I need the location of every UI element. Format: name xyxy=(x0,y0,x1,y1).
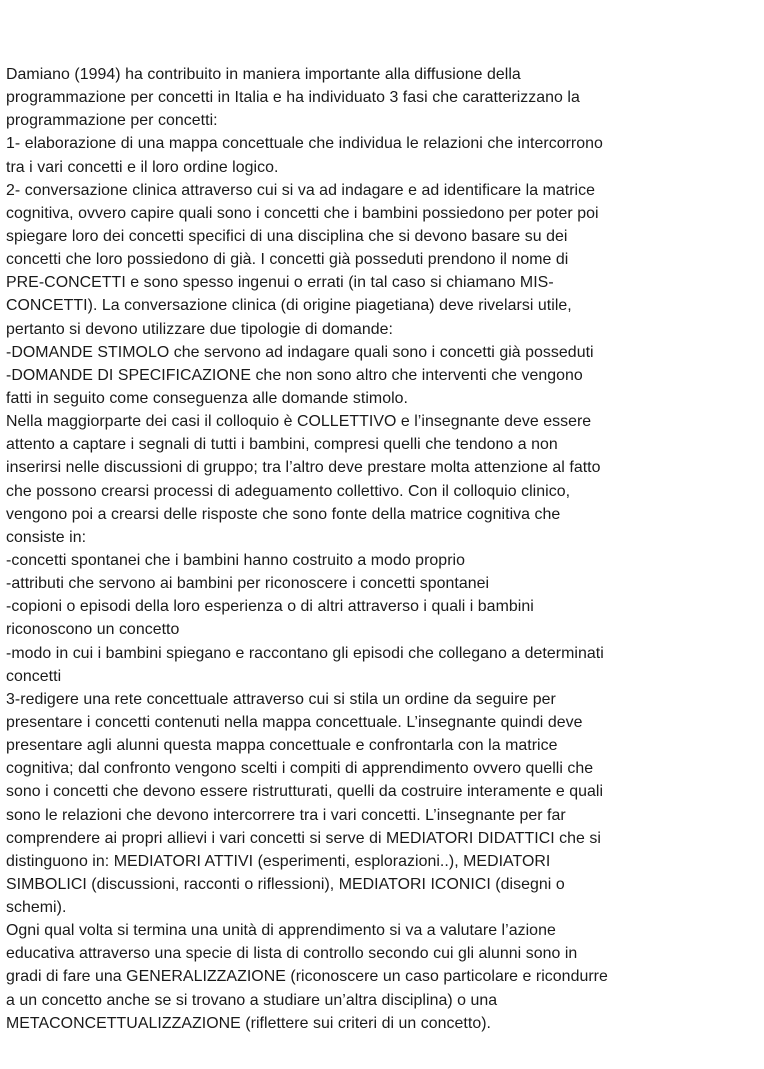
text-line: consiste in: xyxy=(6,528,87,546)
text-line: 2- conversazione clinica attraverso cui si va ad indagare e ad identificare la matrice xyxy=(6,181,596,199)
text-line: 3-redigere una rete concettuale attraverso cui si stila un ordine da seguire per xyxy=(6,690,556,708)
text-line: PRE-CONCETTI e sono spesso ingenui o errati (in tal caso si chiamano MIS- xyxy=(6,274,554,292)
text-line: fatti in seguito come conseguenza alle domande stimolo. xyxy=(6,389,409,407)
text-line: presentare i concetti contenuti nella mappa concettuale. L’insegnante quindi deve xyxy=(6,713,583,731)
text-line: programmazione per concetti in Italia e ha individuato 3 fasi che caratterizzano la xyxy=(6,89,580,107)
text-line: concetti che loro possiedono di già. I concetti già posseduti prendono il nome di xyxy=(6,251,569,269)
text-line: che possono crearsi processi di adeguamento collettivo. Con il colloquio clinico, xyxy=(6,482,571,500)
text-line: distinguono in: MEDIATORI ATTIVI (esperimenti, esplorazioni..), MEDIATORI xyxy=(6,852,551,870)
text-line: -DOMANDE STIMOLO che servono ad indagare quali sono i concetti già posseduti xyxy=(6,343,594,361)
text-line: CONCETTI). La conversazione clinica (di origine piagetiana) deve rivelarsi utile, xyxy=(6,297,572,315)
text-line: vengono poi a crearsi delle risposte che sono fonte della matrice cognitiva che xyxy=(6,505,561,523)
text-line: Ogni qual volta si termina una unità di apprendimento si va a valutare l’azione xyxy=(6,922,556,940)
text-line: -copioni o episodi della loro esperienza o di altri attraverso i quali i bambini xyxy=(6,598,534,616)
text-line: -modo in cui i bambini spiegano e raccontano gli episodi che collegano a determinati xyxy=(6,644,604,662)
text-line: Damiano (1994) ha contribuito in maniera importante alla diffusione della xyxy=(6,66,521,83)
text-line: 1- elaborazione di una mappa concettuale che individua le relazioni che intercorrono xyxy=(6,135,603,153)
text-line: gradi di fare una GENERALIZZAZIONE (riconoscere un caso particolare e ricondurre xyxy=(6,968,608,986)
text-line: sono i concetti che devono essere ristrutturati, quelli da costruire interamente e quali xyxy=(6,783,604,801)
text-line: SIMBOLICI (discussioni, racconti o riflessioni), MEDIATORI ICONICI (disegni o xyxy=(6,875,565,893)
document-text xyxy=(6,63,746,1035)
text-line: spiegare loro dei concetti specifici di una disciplina che si devono basare su dei xyxy=(6,227,568,245)
text-line: Nella maggiorparte dei casi il colloquio è COLLETTIVO e l’insegnante deve essere xyxy=(6,413,592,431)
text-line: cognitiva; dal confronto vengono scelti i compiti di apprendimento ovvero quelli che xyxy=(6,760,594,778)
text-line: -concetti spontanei che i bambini hanno costruito a modo proprio xyxy=(6,551,465,569)
text-line: educativa attraverso una specie di lista di controllo secondo cui gli alunni sono in xyxy=(6,945,578,963)
text-line: comprendere ai propri allievi i vari concetti si serve di MEDIATORI DIDATTICI che si xyxy=(6,829,601,847)
text-line: presentare agli alunni questa mappa concettuale e confrontarla con la matrice xyxy=(6,737,558,755)
text-line: inserirsi nelle discussioni di gruppo; tra l’altro deve prestare molta attenzione al fatto xyxy=(6,459,601,477)
text-line: METACONCETTUALIZZAZIONE (riflettere sui criteri di un concetto). xyxy=(6,1014,492,1032)
text-line: attento a captare i segnali di tutti i bambini, compresi quelli che tendono a non xyxy=(6,436,558,454)
text-line: a un concetto anche se si trovano a studiare un’altra disciplina) o una xyxy=(6,991,498,1009)
text-line: -DOMANDE DI SPECIFICAZIONE che non sono altro che interventi che vengono xyxy=(6,366,583,384)
text-line: programmazione per concetti: xyxy=(6,112,218,130)
text-line: cognitiva, ovvero capire quali sono i concetti che i bambini possiedono per poter poi xyxy=(6,204,599,222)
text-line: pertanto si devono utilizzare due tipologie di domande: xyxy=(6,320,394,338)
text-line: sono le relazioni che devono intercorrere tra i vari concetti. L’insegnante per far xyxy=(6,806,566,824)
text-line: concetti xyxy=(6,667,62,685)
text-line: -attributi che servono ai bambini per riconoscere i concetti spontanei xyxy=(6,575,490,593)
text-line: schemi). xyxy=(6,899,67,917)
text-line: tra i vari concetti e il loro ordine logico. xyxy=(6,158,279,176)
text-line: riconoscono un concetto xyxy=(6,621,180,639)
